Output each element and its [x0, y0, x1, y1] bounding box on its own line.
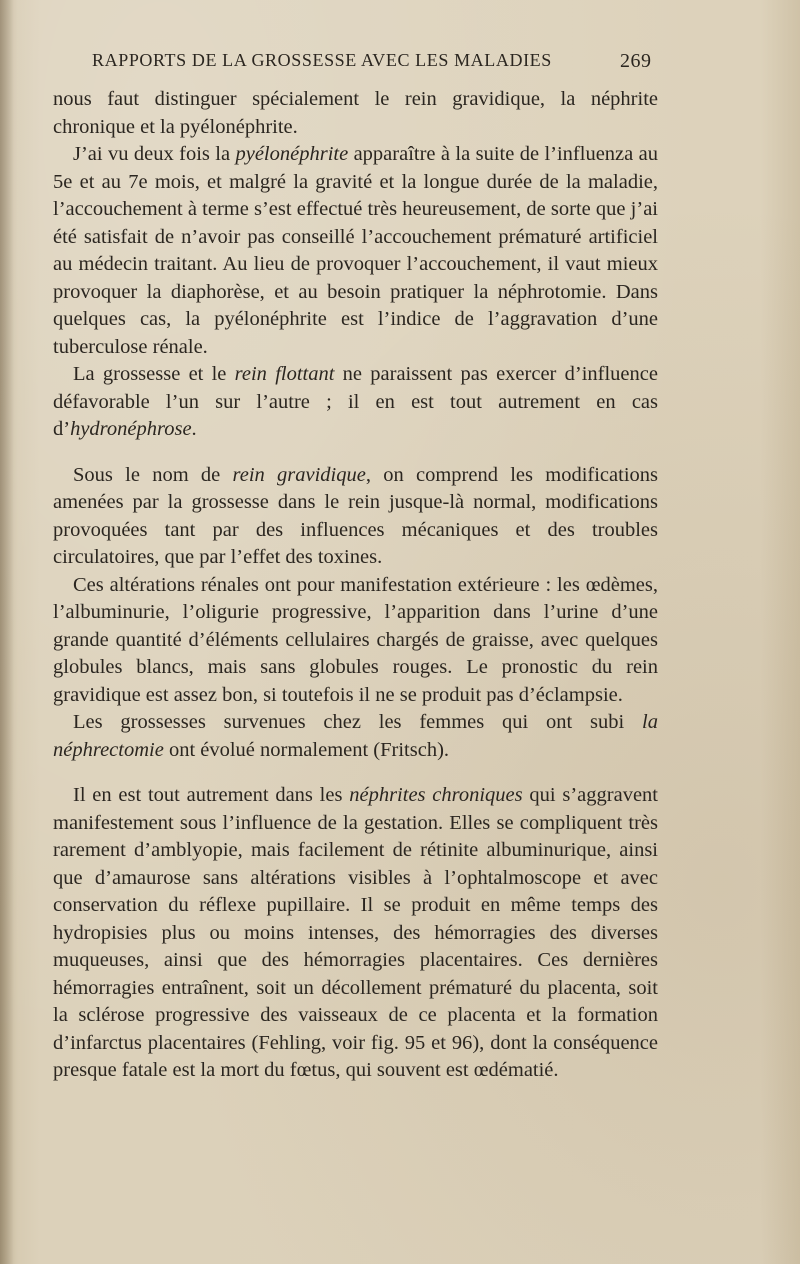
paragraph-3-part-a: La grossesse et le — [73, 363, 235, 385]
paragraph-4 — [53, 462, 658, 572]
paragraph-3-part-c: . — [191, 418, 197, 440]
gutter-shadow — [0, 0, 14, 1264]
page-number: 269 — [620, 50, 652, 72]
term-nephrites-chroniques: néphrites chroniques — [349, 784, 523, 806]
paragraph-1 — [53, 86, 658, 141]
running-head — [92, 50, 660, 76]
paragraph-4-part-b: , on comprend les modifications amenées par la grossesse dans le rein jusque-là normal, modifications provoquées tant par des influences mécaniques et des troubles circulatoires, que par l’effet des toxines. — [53, 463, 658, 568]
paragraph-2-part-a: J’ai vu deux fois la — [73, 143, 236, 165]
paragraph-1-text: nous faut distinguer spécialement le rein gravidique, la néphrite chronique et la pyélonéphrite. — [53, 88, 658, 138]
paragraph-4-part-a: Sous le nom de — [73, 463, 233, 486]
paragraph-7 — [53, 782, 658, 1085]
term-pyelonephrite: pyélonéphrite — [235, 143, 349, 165]
paragraph-3-part-b: ne paraissent pas exercer d’influence défavorable l’un sur l’autre ; il en est tout autrement en cas d’ — [53, 363, 658, 440]
running-title: RAPPORTS DE LA GROSSESSE AVEC LES MALADIES — [92, 50, 552, 70]
paragraph-5-text: Ces altérations rénales ont pour manifestation extérieure : les œdèmes, l’albuminurie, l’oligurie progressive, l’apparition dans l’urine d’une grande quantité d’éléments cellulaires chargés de graisse, avec quelques globules blancs, mais sans globules rouges. Le pronostic du rein gravidique est assez bon, si toutefois il ne se produit pas d’éclampsie. — [53, 573, 658, 706]
paragraph-6 — [53, 709, 658, 764]
term-rein-gravidique: rein gravidique — [232, 463, 366, 486]
paragraph-5 — [53, 572, 658, 710]
paragraph-2 — [53, 141, 658, 361]
term-rein-flottant: rein flottant — [234, 363, 335, 385]
term-nephrectomie: la néphrectomie — [53, 711, 658, 761]
paragraph-2-part-b: apparaître à la suite de l’influenza au 5e et au 7e mois, et malgré la gravité et la longue durée de la maladie, l’accouchement à terme s’est effectué très heureusement, de sorte que j’ai été satisfait de n’avoir pas conseillé l’accouchement prématuré artificiel au médecin traitant. Au lieu de provoquer l’accouchement, il vaut mieux provoquer la diaphorèse, et au besoin pratiquer la néphrotomie. Dans quelques cas, la pyélonéphrite est l’indice de l’aggravation d’une tuberculose rénale. — [53, 143, 658, 358]
paragraph-7-part-b: qui s’aggravent manifestement sous l’influence de la gestation. Elles se compliquent très rarement d’amblyopie, mais facilement de rétinite albuminurique, ainsi que d’amaurose sans altérations visibles à l’ophtalmoscope et avec conservation du réflexe pupillaire. Il se produit en même temps des hydropisies plus ou moins intenses, des hémorragies des diverses muqueuses, ainsi que des hémorragies placentaires. Ces dernières hémorragies entraînent, soit un décollement prématuré du placenta, soit la sclérose progressive des vaisseaux de ce placenta et la formation d’infarctus placentaires (Fehling, voir fig. 95 et 96), dont la conséquence presque fatale est la mort du fœtus, qui souvent est œdématié. — [53, 784, 658, 1081]
term-hydronephrose: hydronéphrose — [70, 418, 192, 440]
main-text — [53, 86, 658, 1085]
paragraph-7-part-a: Il en est tout autrement dans les — [73, 784, 350, 806]
paragraph-6-part-b: ont évolué normalement (Fritsch). — [163, 738, 450, 761]
paragraph-3 — [53, 361, 658, 444]
paragraph-6-part-a: Les grossesses survenues chez les femmes qui ont subi — [73, 711, 643, 733]
